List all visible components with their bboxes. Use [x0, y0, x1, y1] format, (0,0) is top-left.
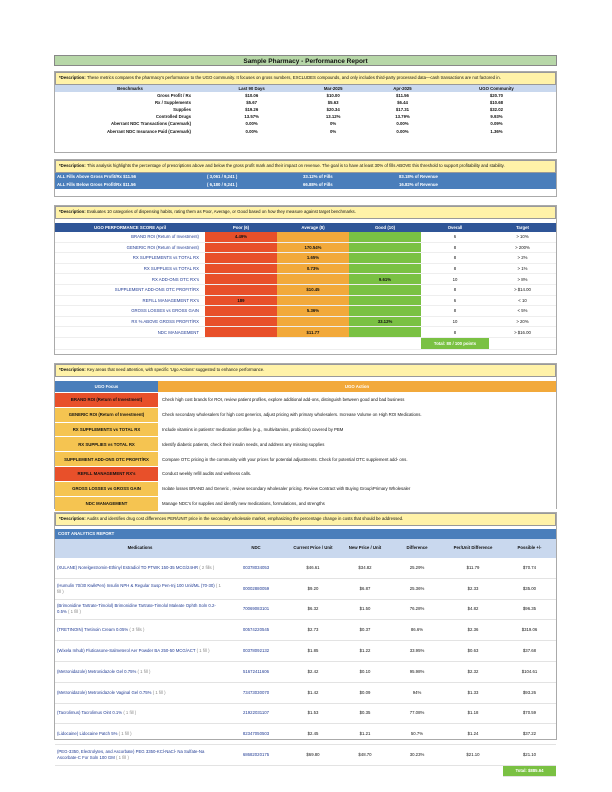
fill-count: ( 3 fills ): [129, 627, 145, 633]
gross-profit-description: *Description: This analysis highlights the percentage of prescriptions above and below the gross profit mark and their impact on revenue. The goal is to have at least 30% of fills ABOVE this threshold to support profitability and stability.: [55, 160, 556, 173]
rating-poor-cell: [205, 316, 277, 327]
focus-row: [55, 452, 556, 467]
medication-text: (Tacrolimus) Tacrolimus Oint 0.1%: [57, 710, 124, 716]
medication-name: [55, 558, 225, 579]
performance-row: [55, 327, 556, 338]
medication-text: (Metronidazole) Metronidazole Vaginal Gel 0.75%: [57, 689, 153, 695]
performance-category: RX SUPPLIES vs TOTAL RX: [55, 263, 205, 274]
performance-score-table: [55, 223, 556, 350]
performance-category: REFILL MANAGEMENT RX's: [55, 295, 205, 306]
fill-row: [55, 181, 556, 189]
focus-action: Conduct weekly refill audits and wellness calls.: [158, 466, 556, 481]
overall-score: 8: [421, 284, 489, 295]
medication-text: (XULANE) Norelgestromin-Ethinyl Estradiol TD PTWK 150-35 MCG/24HR: [57, 564, 200, 570]
focus-row: [55, 407, 556, 422]
possible-savings: $70.59: [503, 703, 556, 724]
rating-average-cell: 0.73%: [277, 263, 349, 274]
cost-total: Total: $885.64: [503, 765, 556, 776]
difference-percent: 25.29%: [391, 558, 443, 579]
overall-score: 10: [421, 316, 489, 327]
performance-category: RX % ABOVE GROSS PROFIT/RX: [55, 316, 205, 327]
benchmarks-section: [54, 71, 557, 153]
medication-text: (Wixela Inhub) Fluticasone-Salmeterol Aer Powder BA 250-50 MCG/ACT: [57, 648, 197, 654]
performance-row: [55, 263, 556, 274]
focus-action: Include vitamins in patients' medication profiles (e.g., multivitamins, probiotics) covered by PBM: [158, 422, 556, 437]
medication-text: (PEG-3350, Electrolytes, and Ascorbate) PEG 3350-KCl-NaCl- Na Sulfate-Na Ascorbate-C For Soln 100 GM: [57, 749, 205, 761]
current-price: $2.73: [287, 620, 339, 641]
rating-good-cell: [349, 232, 421, 243]
benchmark-row: [55, 106, 556, 113]
new-price: $0.35: [339, 703, 391, 724]
ndc-code: 82347050503: [225, 724, 287, 745]
spacer: [489, 337, 556, 349]
possible-savings: $37.68: [503, 641, 556, 662]
fill-cell: 33.12% of Fills: [301, 173, 397, 181]
per-unit-difference: $2.32: [443, 661, 503, 682]
medication-name: [55, 620, 225, 641]
focus-area: GROSS LOSSES vs GROSS GAIN: [55, 481, 158, 496]
cost-header: Difference: [391, 539, 443, 558]
focus-row: [55, 496, 556, 511]
medication-name: [55, 599, 225, 620]
rating-average-cell: 5.36%: [277, 306, 349, 317]
current-price: $1.53: [287, 703, 339, 724]
spacer: [55, 765, 225, 776]
performance-row: [55, 316, 556, 327]
spacer: [287, 765, 339, 776]
ndc-code: 68682020175: [225, 745, 287, 766]
benchmark-value: $5.67: [246, 99, 258, 105]
new-price: $0.09: [339, 682, 391, 703]
current-price: $6.32: [287, 599, 339, 620]
rating-poor-cell: 4.49%: [205, 232, 277, 243]
rating-good-cell: [349, 263, 421, 274]
benchmark-label: Supplies: [173, 106, 191, 112]
possible-savings: $96.35: [503, 599, 556, 620]
rating-good-cell: [349, 327, 421, 338]
cost-row: [55, 641, 556, 662]
focus-header: UGO Focus: [55, 381, 158, 393]
benchmark-value: 0.09%: [490, 121, 503, 127]
benchmark-header: Apr-2025: [368, 85, 437, 92]
rating-good-cell: [349, 295, 421, 306]
medication-name: [55, 745, 225, 766]
cost-row: [55, 558, 556, 579]
possible-savings: $319.06: [503, 620, 556, 641]
target-value: > 2%: [489, 253, 556, 264]
ndc-code: 00378034053: [225, 558, 287, 579]
target-value: > $14.00: [489, 284, 556, 295]
cost-header: Possible +/-: [503, 539, 556, 558]
spacer: [55, 337, 205, 349]
spacer: [349, 337, 421, 349]
cost-report-title: COST ANALYTICS REPORT: [55, 529, 556, 539]
current-price: $1.42: [287, 682, 339, 703]
rating-poor-cell: [205, 274, 277, 285]
cost-row: [55, 599, 556, 620]
benchmark-label: Aberrant NDC Insurance Paid (Caremark): [106, 128, 191, 134]
new-price: $6.87: [339, 578, 391, 599]
rating-poor-cell: [205, 253, 277, 264]
performance-row: [55, 232, 556, 243]
target-value: > 200%: [489, 242, 556, 253]
performance-category: GENERIC ROI (Return of Investment): [55, 242, 205, 253]
rating-good-cell: [349, 306, 421, 317]
cost-header: Medications: [55, 539, 225, 558]
benchmark-label: Controlled Drugs: [155, 114, 191, 120]
new-price: $1.50: [339, 599, 391, 620]
fill-count: ( 2 fills ): [199, 564, 215, 570]
spacer: [205, 337, 277, 349]
benchmark-row: [55, 113, 556, 120]
fill-cell: ALL Fills Below Gross Profit/Rx $11.56: [55, 181, 205, 189]
cost-row: [55, 578, 556, 599]
focus-row: [55, 466, 556, 481]
fill-count: ( 1 fill ): [116, 755, 129, 761]
per-unit-difference: $1.18: [443, 703, 503, 724]
ndc-code: 00378092132: [225, 641, 287, 662]
benchmark-row: [55, 99, 556, 106]
target-value: > 10%: [489, 232, 556, 243]
medication-name: [55, 724, 225, 745]
rating-average-cell: 1.65%: [277, 253, 349, 264]
overall-score: 6: [421, 295, 489, 306]
cost-header: NDC: [225, 539, 287, 558]
medication-text: (Brimonidine Tartrate-Timolol) Brimonidine Tartrate-Timolol Maleate Ophth Soln 0.2-0.5%: [57, 603, 216, 615]
performance-row: [55, 274, 556, 285]
difference-percent: 86.6%: [391, 620, 443, 641]
ndc-code: 73473030070: [225, 682, 287, 703]
benchmark-label: Gross Profit / Rx: [157, 92, 191, 98]
focus-row: [55, 393, 556, 408]
benchmark-label: Aberrant NDC Transactions (Caremark): [111, 121, 191, 127]
fill-count: ( 1 fill ): [118, 731, 132, 737]
focus-description: *Description: Key areas that need attention, with specific 'Ugo Actions' suggested to enhance performance.: [55, 364, 556, 377]
benchmark-value: 13.57%: [244, 114, 259, 120]
medication-name: [55, 661, 225, 682]
cost-header: Current Price / Unit: [287, 539, 339, 558]
focus-area: RX SUPPLEMENTS vs TOTAL RX: [55, 422, 158, 437]
fill-cell: 16.82% of Revenue: [397, 181, 556, 189]
performance-description: *Description: Evaluates 10 categories of dispensing habits, rating them as Poor, Average, or Good based on how they measure against target benchmarks.: [55, 206, 556, 219]
cost-header: Per/Unit Difference: [443, 539, 503, 558]
fill-count: ( 1 fill ): [68, 609, 81, 615]
medication-text: (TRETINOIN) Tretinoin Cream 0.05%: [57, 627, 130, 633]
current-price: $2.45: [287, 724, 339, 745]
rating-poor-cell: [205, 242, 277, 253]
rating-average-cell: 170.54%: [277, 242, 349, 253]
ndc-code: 00574220545: [225, 620, 287, 641]
focus-action: Compare OTC pricing in the community with your prices for potential adjustments. Check for potential OTC supplement add- ons.: [158, 452, 556, 467]
benchmark-value: $20.34: [326, 106, 340, 112]
new-price: $0.10: [339, 661, 391, 682]
benchmark-value: 0.00%: [245, 121, 258, 127]
focus-action: Isolate losses BRAND and Generic , review secondary wholesaler pricing. Review Contract with Buying Group\Primary Wholesaler: [158, 481, 556, 496]
performance-header: UGO PERFORMANCE SCORE April: [55, 223, 205, 232]
spacer: [443, 765, 503, 776]
fill-cell: ALL Fills Above Gross Profit/Rx $11.56: [55, 173, 205, 181]
cost-row: [55, 682, 556, 703]
benchmark-value: 0.00%: [245, 128, 258, 134]
overall-score: 10: [421, 274, 489, 285]
medication-name: [55, 682, 225, 703]
possible-savings: $70.74: [503, 558, 556, 579]
focus-action: Identify diabetic patients, check their insulin needs, and address any missing supplies: [158, 437, 556, 452]
focus-area: NDC MANAGEMENT: [55, 496, 158, 511]
target-value: > $16.00: [489, 327, 556, 338]
rating-good-cell: 9.61%: [349, 274, 421, 285]
possible-savings: $35.00: [503, 578, 556, 599]
performance-header: Good (10): [349, 223, 421, 232]
cost-description: *Description: Audits and identifies drug cost differences PER/UNIT price in the secondary wholesale market, emphasizing the percentage change in costs that should be addressed.: [55, 513, 556, 526]
rating-poor-cell: [205, 327, 277, 338]
fill-cell: ( 6,180 / 9,241 ): [205, 181, 301, 189]
medication-name: [55, 578, 225, 599]
current-price: $46.61: [287, 558, 339, 579]
benchmark-value: 9.93%: [490, 114, 503, 120]
medication-text: (Lidocaine) Lidocaine Patch 5%: [57, 731, 119, 737]
per-unit-difference: $2.33: [443, 578, 503, 599]
focus-action: Check secondary wholesalers for high cost generics, adjust pricing with primary wholesalers. Increase Volume on High ROI Medications.: [158, 407, 556, 422]
benchmark-value: 0%: [330, 128, 337, 134]
benchmark-value: 0.00%: [396, 128, 409, 134]
rating-good-cell: [349, 242, 421, 253]
performance-header: Poor (6): [205, 223, 277, 232]
difference-percent: 94%: [391, 682, 443, 703]
cost-analytics-section: [54, 512, 557, 773]
per-unit-difference: $0.63: [443, 641, 503, 662]
performance-category: NDC MANAGEMENT: [55, 327, 205, 338]
benchmark-value: $20.70: [489, 92, 504, 98]
focus-area: SUPPLEMENT ADD-ONS OTC PROFIT/RX: [55, 452, 158, 467]
fill-count: ( 1 fill ): [123, 710, 137, 716]
performance-row: [55, 253, 556, 264]
rating-poor-cell: [205, 284, 277, 295]
rating-good-cell: 33.12%: [349, 316, 421, 327]
focus-action: Manage NDC's for supplies and identify new medications, formulations, and strengths: [158, 496, 556, 511]
benchmark-value: 13.79%: [395, 114, 410, 120]
fill-cell: 83.18% of Revenue: [397, 173, 556, 181]
focus-row: [55, 422, 556, 437]
spacer: [277, 337, 349, 349]
overall-score: 6: [421, 232, 489, 243]
overall-score: 8: [421, 306, 489, 317]
medication-name: [55, 703, 225, 724]
per-unit-difference: $1.33: [443, 682, 503, 703]
medication-text: (Metronidazole) Metronidazole Gel 0.75%: [57, 668, 138, 674]
benchmark-value: 1.36%: [490, 128, 503, 134]
current-price: $2.42: [287, 661, 339, 682]
ndc-code: 00002880059: [225, 578, 287, 599]
benchmark-value: $10.06: [245, 92, 259, 98]
cost-header: New Price / Unit: [339, 539, 391, 558]
rating-good-cell: [349, 284, 421, 295]
rating-average-cell: [277, 274, 349, 285]
current-price: $69.80: [287, 745, 339, 766]
focus-area: REFILL MANAGEMENT RX's: [55, 466, 158, 481]
rating-average-cell: [277, 316, 349, 327]
cost-row: [55, 703, 556, 724]
rating-good-cell: [349, 253, 421, 264]
possible-savings: $37.22: [503, 724, 556, 745]
ndc-code: 21922031107: [225, 703, 287, 724]
new-price: $1.22: [339, 641, 391, 662]
focus-row: [55, 437, 556, 452]
target-value: > 1%: [489, 263, 556, 274]
difference-percent: 33.95%: [391, 641, 443, 662]
rating-poor-cell: [205, 263, 277, 274]
performance-row: [55, 284, 556, 295]
benchmarks-description: *Description: These metrics compares the pharmacy's performance to the UGO community. It focuses on gross numbers, EXCLUDES compounds, and only includes third-party processed data—cash transactions are not factored in.: [55, 72, 556, 85]
benchmark-header: Mar-2025: [298, 85, 368, 92]
performance-category: SUPPLEMENT ADD-ONS OTC PROFIT/RX: [55, 284, 205, 295]
action-header: UGO Action: [158, 381, 556, 393]
performance-category: RX SUPPLEMENTS vs TOTAL RX: [55, 253, 205, 264]
per-unit-difference: $21.10: [443, 745, 503, 766]
target-value: < 5%: [489, 306, 556, 317]
benchmark-value: $17.31: [395, 106, 410, 112]
target-value: > 20%: [489, 316, 556, 327]
fill-count: ( 1 fill ): [196, 648, 210, 654]
spacer: [391, 765, 443, 776]
benchmark-row: [55, 92, 556, 99]
difference-percent: 95.98%: [391, 661, 443, 682]
performance-score-section: [54, 205, 557, 355]
per-unit-difference: $4.82: [443, 599, 503, 620]
fill-cell: ( 3,061 / 9,241 ): [205, 173, 301, 181]
overall-score: 8: [421, 253, 489, 264]
ugo-focus-section: [54, 363, 557, 509]
benchmark-value: $11.56: [396, 92, 409, 98]
rating-poor-cell: [205, 306, 277, 317]
cost-row: [55, 724, 556, 745]
ugo-focus-table: [55, 381, 556, 511]
cost-row: [55, 745, 556, 766]
benchmarks-table: [55, 85, 556, 135]
fill-count: ( 1 fill ): [137, 668, 151, 674]
current-price: $9.20: [287, 578, 339, 599]
benchmark-label: Rx / Supplements: [154, 99, 191, 105]
performance-row: [55, 295, 556, 306]
rating-average-cell: $10.45: [277, 284, 349, 295]
per-unit-difference: $11.79: [443, 558, 503, 579]
performance-total: Total: 80 / 100 points: [421, 337, 489, 349]
cost-analytics-table: [55, 539, 556, 777]
focus-row: [55, 481, 556, 496]
cost-total-row: [55, 765, 556, 776]
benchmark-value: $32.02: [489, 106, 504, 112]
medication-name: [55, 641, 225, 662]
benchmark-value: 0%: [330, 121, 337, 127]
per-unit-difference: $2.36: [443, 620, 503, 641]
benchmark-header: Benchmarks: [55, 85, 205, 92]
overall-score: 8: [421, 327, 489, 338]
benchmark-header: UGO Community: [437, 85, 556, 92]
report-title: Sample Pharmacy - Performance Report: [54, 55, 557, 66]
rating-poor-cell: 189: [205, 295, 277, 306]
spacer: [225, 765, 287, 776]
benchmark-row: [55, 127, 556, 134]
new-price: $34.82: [339, 558, 391, 579]
performance-category: GROSS LOSSES vs GROSS GAIN: [55, 306, 205, 317]
focus-action: Check high cost brands for ROI, review patient profiles, explore additional add-ons, distinguish between good and bad business: [158, 393, 556, 408]
difference-percent: 50.7%: [391, 724, 443, 745]
performance-category: BRAND ROI (Return of Investment): [55, 232, 205, 243]
medication-text: (Humulin 70/30 KwikPen) Insulin NPH & Regular Susp Pen-Inj 100 Unit/ML (70-30): [57, 582, 216, 588]
benchmark-value: $6.44: [397, 99, 408, 105]
benchmark-value: $10.00: [326, 92, 340, 98]
benchmark-header: Last 90 Days: [205, 85, 298, 92]
focus-area: BRAND ROI (Return of Investment): [55, 393, 158, 408]
fill-count: ( 1 fill ): [57, 582, 221, 594]
rating-average-cell: [277, 295, 349, 306]
overall-score: 8: [421, 242, 489, 253]
cost-row: [55, 620, 556, 641]
performance-row: [55, 242, 556, 253]
cost-row: [55, 661, 556, 682]
possible-savings: $104.61: [503, 661, 556, 682]
fill-row: [55, 173, 556, 181]
target-value: > 8%: [489, 274, 556, 285]
target-value: < 10: [489, 295, 556, 306]
performance-header: Overall: [421, 223, 489, 232]
performance-row: [55, 306, 556, 317]
new-price: $0.37: [339, 620, 391, 641]
new-price: $48.70: [339, 745, 391, 766]
ndc-code: 51672411606: [225, 661, 287, 682]
per-unit-difference: $1.24: [443, 724, 503, 745]
performance-header: Target: [489, 223, 556, 232]
performance-total-row: [55, 337, 556, 349]
focus-area: RX SUPPLIES vs TOTAL RX: [55, 437, 158, 452]
benchmark-row: [55, 120, 556, 127]
focus-area: GENERIC ROI (Return of Investment): [55, 407, 158, 422]
spacer: [339, 765, 391, 776]
new-price: $1.21: [339, 724, 391, 745]
fill-count: ( 1 fill ): [152, 689, 166, 695]
performance-header: Average (8): [277, 223, 349, 232]
rating-average-cell: $11.77: [277, 327, 349, 338]
benchmark-value: $5.63: [327, 99, 339, 105]
gross-profit-table: [55, 173, 556, 189]
benchmark-value: 13.12%: [325, 114, 341, 120]
difference-percent: 30.23%: [391, 745, 443, 766]
possible-savings: $21.10: [503, 745, 556, 766]
difference-percent: 77.08%: [391, 703, 443, 724]
possible-savings: $93.26: [503, 682, 556, 703]
gross-profit-section: [54, 159, 557, 197]
performance-category: RX ADD-ONS OTC RX's: [55, 274, 205, 285]
fill-cell: 66.88% of Fills: [301, 181, 397, 189]
benchmark-value: $10.68: [489, 99, 504, 105]
benchmark-value: 0.00%: [396, 121, 409, 127]
difference-percent: 76.28%: [391, 599, 443, 620]
rating-average-cell: [277, 232, 349, 243]
current-price: $1.85: [287, 641, 339, 662]
difference-percent: 25.36%: [391, 578, 443, 599]
overall-score: 8: [421, 263, 489, 274]
ndc-code: 70069083101: [225, 599, 287, 620]
benchmark-value: $19.26: [245, 106, 259, 112]
